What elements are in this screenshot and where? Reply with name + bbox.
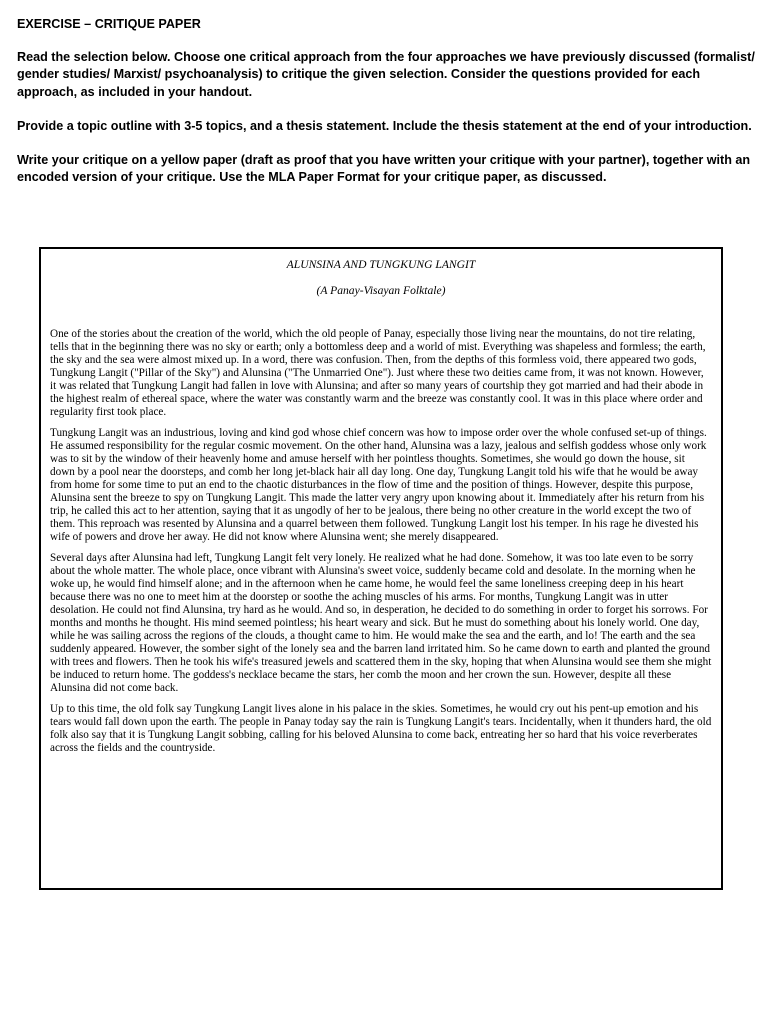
story-paragraph-2: Tungkung Langit was an industrious, loving and kind god whose chief concern was how to impose order over the whole confused set-up of things. He assumed responsibility for the regular cosmic movement. On the other hand, Alunsina was a lazy, jealous and selfish goddess whose only work was to sit by the window of their heavenly home and amuse herself with her pointless thoughts. Sometimes, she would go down the house, sit down by a pool near the doorsteps, and comb her long jet-black hair all day long. One day, Tungkung Langit told his wife that he would be away from home for some time to put an end to the chaotic disturbances in the flow of time and the position of things. However, despite this purpose, Alunsina sent the breeze to spy on Tungkung Langit. This made the latter very angry upon knowing about it. Immediately after his return from his trip, he called this act to her attention, saying that it as ungodly of her to be jealous, there being no other creature in the world except the two of them. This reproach was resented by Alunsina and a quarrel between them followed. Tungkung Langit lost his temper. In his rage he divested his wife of powers and drove her away. He did not know where Alunsina went; she merely disappeared. (50, 427, 707, 543)
instruction-paragraph-1: Read the selection below. Choose one critical approach from the four approaches we have previously discussed (formalist/ gender studies/ Marxist/ psychoanalysis) to critique the given selection. Consider the questions provided for each approach, as included in your handout. (17, 50, 755, 99)
story-box (39, 247, 723, 890)
instruction-paragraph-2: Provide a topic outline with 3-5 topics, and a thesis statement. Include the thesis statement at the end of your introduction. (17, 118, 752, 133)
story-subtitle: (A Panay-Visayan Folktale) (316, 284, 446, 297)
instruction-paragraph-3: Write your critique on a yellow paper (draft as proof that you have written your critique with your partner), together with an encoded version of your critique. Use the MLA Paper Format for your critique paper, as discussed. (17, 153, 751, 185)
story-paragraph-4: Up to this time, the old folk say Tungkung Langit lives alone in his palace in the skies. Sometimes, he would cry out his pent-up emotion and his tears would fall down upon the earth. The people in Panay today say the rain is Tungkung Langit's tears. Incidentally, when it thunders hard, the old folk also say that it is Tungkung Langit sobbing, calling for his beloved Alunsina to come back, entreating her so hard that his voice reverberates across the fields and the countryside. (50, 703, 712, 754)
story-paragraph-1: One of the stories about the creation of the world, which the old people of Panay, especially those living near the mountains, do not tire relating, tells that in the beginning there was no sky or earth; only a bottomless deep and a world of mist. Everything was shapeless and formless; the earth, the sky and the sea were almost mixed up. In a word, there was confusion. Then, from the depths of this formless void, there appeared two gods, Tungkung Langit ("Pillar of the Sky") and Alunsina ("The Unmarried One"). Just where these two deities came from, it was not known. However, it was related that Tungkung Langit had fallen in love with Alunsina; and after so many years of courtship they got married and had their abode in the highest realm of ethereal space, where the water was constantly warm and the breeze was constantly cool. It was in this place where order and regularity first took place. (50, 328, 706, 418)
story-paragraph-3: Several days after Alunsina had left, Tungkung Langit felt very lonely. He realized what he had done. Somehow, it was too late even to be sorry about the whole matter. The whole place, once vibrant with Alunsina's sweet voice, suddenly became cold and desolate. In the morning when he woke up, he would find himself alone; and in the afternoon when he came home, he would feel the same loneliness creeping deep in his heart because there was no one to meet him at the doorstep or soothe the aching muscles of his arms. For months, Tungkung Langit was in utter desolation. He could not find Alunsina, try hard as he would. And so, in desperation, he decided to do something in order to forget his sorrows. For months and months he thought. His mind seemed pointless; his heart weary and sick. But he must do something about his lonely world. One day, while he was sailing across the regions of the clouds, a thought came to him. He would make the sea and the earth, and lo! The earth and the sea suddenly appeared. However, the somber sight of the lonely sea and the barren land irritated him. So he came down to earth and planted the ground with trees and flowers. Then he took his wife's treasured jewels and scattered them in the sky, hoping that when Alunsina would see them she might be induced to return home. The goddess's necklace became the stars, her comb the moon and her crown the sun. However, despite all these Alunsina did not come back. (50, 552, 712, 694)
story-body (50, 328, 712, 755)
instructions-section (17, 16, 757, 203)
exercise-title: EXERCISE – CRITIQUE PAPER (17, 17, 201, 31)
story-title: ALUNSINA AND TUNGKUNG LANGIT (286, 258, 476, 271)
